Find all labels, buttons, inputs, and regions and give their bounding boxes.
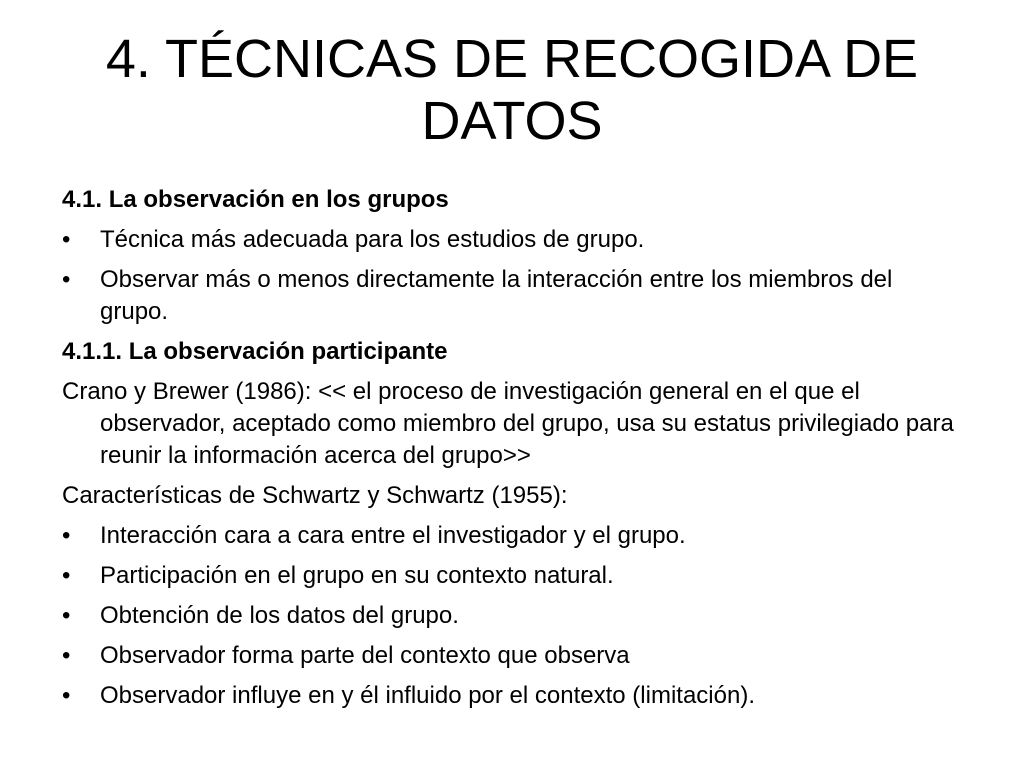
bullet-icon: • [62,562,71,589]
bullet-icon: • [62,602,71,629]
section-heading [62,184,962,216]
quote-text: Crano y Brewer (1986): << el proceso de investigación general en el que el observador, aceptado como miembro del grupo, usa su estatus privilegiado para reunir la información acerca del grupo>> [62,378,954,469]
bullet-text: Interacción cara a cara entre el investigador y el grupo. [100,522,686,549]
characteristics-intro-text: Características de Schwartz y Schwartz (1955): [62,482,568,509]
bullet-icon: • [62,226,71,253]
subsection-heading-text: 4.1.1. La observación participante [62,338,448,365]
slide-title: 4. TÉCNICAS DE RECOGIDA DE DATOS [105,29,919,151]
slide-content [62,184,962,720]
bullet-item [62,600,962,632]
bullet-text: Observar más o menos directamente la interacción entre los miembros del grupo. [100,266,893,325]
bullet-item [62,680,962,712]
quote-paragraph [62,376,962,472]
bullet-item [62,264,962,328]
bullet-text: Observador influye en y él influido por el contexto (limitación). [100,682,755,709]
section-heading-text: 4.1. La observación en los grupos [62,186,449,213]
bullet-icon: • [62,642,71,669]
subsection-heading [62,336,962,368]
bullet-item [62,640,962,672]
bullet-text: Obtención de los datos del grupo. [100,602,459,629]
bullet-item [62,520,962,552]
characteristics-intro [62,480,962,512]
bullet-icon: • [62,522,71,549]
bullet-item [62,560,962,592]
bullet-icon: • [62,682,71,709]
bullet-text: Observador forma parte del contexto que observa [100,642,630,669]
bullet-icon: • [62,266,71,293]
bullet-text: Participación en el grupo en su contexto natural. [100,562,614,589]
bullet-item [62,224,962,256]
bullet-text: Técnica más adecuada para los estudios de grupo. [100,226,645,253]
